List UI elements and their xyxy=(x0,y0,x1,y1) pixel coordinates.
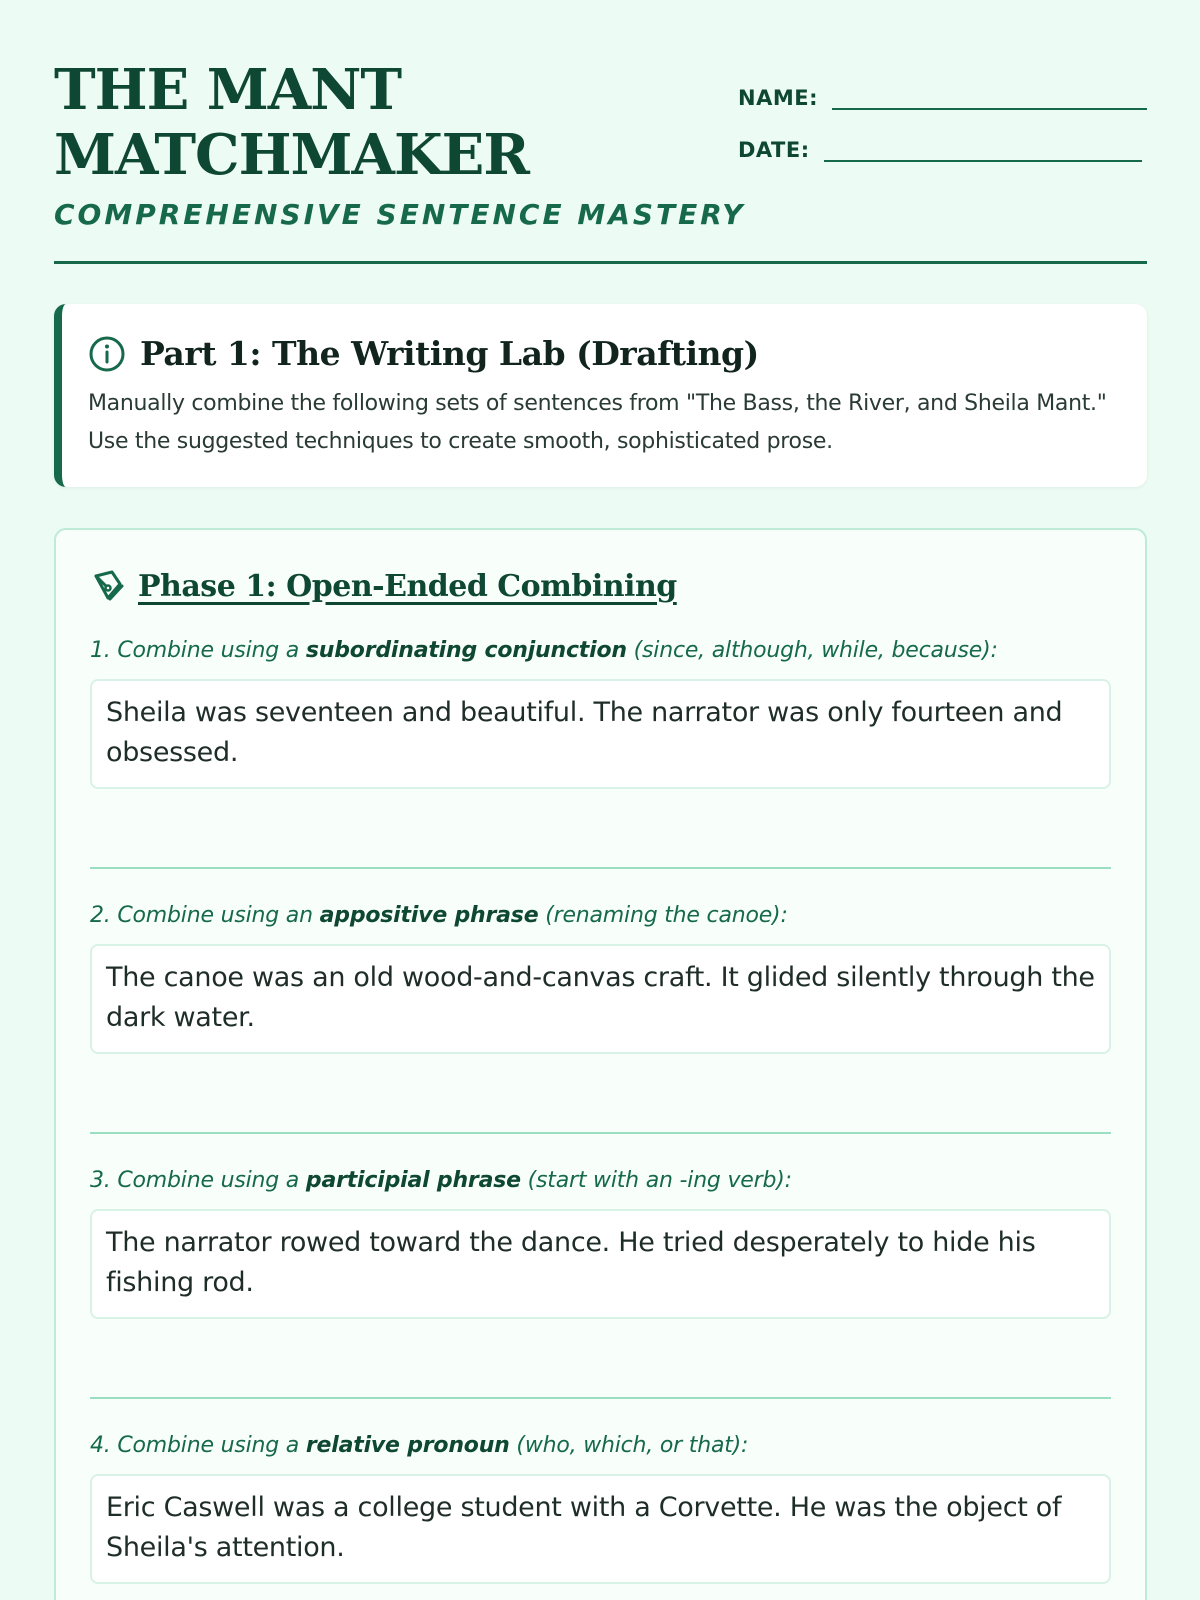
prompt-prefix: 4. Combine using a xyxy=(90,1433,306,1458)
name-field-row xyxy=(738,58,1148,110)
page-title: THE MANT MATCHMAKER xyxy=(54,57,529,188)
prompt-term: participial phrase xyxy=(305,1168,521,1193)
prompt-suffix: (renaming the canoe): xyxy=(538,903,788,928)
prompt-prefix: 1. Combine using a xyxy=(90,638,306,663)
phase-title: Phase 1: Open-Ended Combining xyxy=(138,568,677,604)
exercise-prompt xyxy=(90,903,1111,928)
sentence-box: The narrator rowed toward the dance. He tried desperately to hide his fishing rod. xyxy=(90,1209,1111,1319)
name-label: NAME: xyxy=(738,86,818,110)
instructions-card xyxy=(54,304,1147,487)
date-label: DATE: xyxy=(738,138,810,162)
info-icon xyxy=(88,335,126,373)
exercise-prompt xyxy=(90,1168,1111,1193)
page-subtitle: COMPREHENSIVE SENTENCE MASTERY xyxy=(54,198,746,231)
prompt-suffix: (who, which, or that): xyxy=(509,1433,749,1458)
exercise-prompt xyxy=(90,1433,1111,1458)
answer-line[interactable] xyxy=(90,1319,1111,1399)
instructions-title: Part 1: The Writing Lab (Drafting) xyxy=(140,334,759,373)
phase-1-card xyxy=(54,528,1147,1600)
prompt-prefix: 2. Combine using an xyxy=(90,903,320,928)
name-field[interactable] xyxy=(832,80,1147,110)
exercise-item xyxy=(90,903,1111,1134)
answer-line[interactable] xyxy=(90,1054,1111,1134)
instructions-header xyxy=(88,334,1121,373)
phase-header xyxy=(90,568,1111,604)
pen-icon xyxy=(90,568,126,604)
prompt-prefix: 3. Combine using a xyxy=(90,1168,306,1193)
student-fields xyxy=(738,58,1148,162)
sentence-box: Sheila was seventeen and beautiful. The narrator was only fourteen and obsessed. xyxy=(90,679,1111,789)
exercise-item xyxy=(90,1433,1111,1584)
prompt-suffix: (since, although, while, because): xyxy=(626,638,998,663)
exercise-prompt xyxy=(90,638,1111,663)
instructions-text: Manually combine the following sets of sentences from "The Bass, the River, and Sheila Mant." Use the suggested techniques to create smooth, sophisticated prose. xyxy=(88,391,1107,454)
date-field[interactable] xyxy=(824,132,1142,162)
answer-line[interactable] xyxy=(90,789,1111,869)
exercise-item xyxy=(90,1168,1111,1399)
prompt-term: subordinating conjunction xyxy=(305,638,627,663)
prompt-suffix: (start with an -ing verb): xyxy=(520,1168,792,1193)
prompt-term: appositive phrase xyxy=(319,903,539,928)
date-field-row xyxy=(738,110,1148,162)
sentence-box: The canoe was an old wood-and-canvas craft. It glided silently through the dark water. xyxy=(90,944,1111,1054)
exercise-item xyxy=(90,638,1111,869)
prompt-term: relative pronoun xyxy=(305,1433,510,1458)
sentence-box: Eric Caswell was a college student with a Corvette. He was the object of Sheila's attention. xyxy=(90,1474,1111,1584)
worksheet-header xyxy=(54,58,1147,264)
